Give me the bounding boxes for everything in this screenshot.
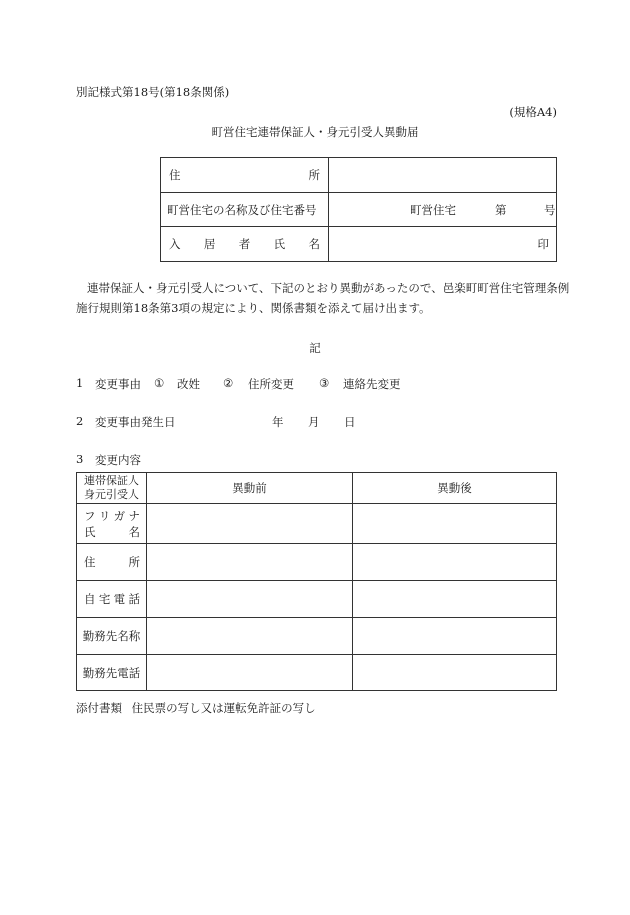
work-phone-label-cell bbox=[77, 655, 147, 691]
statement-paragraph: 連帯保証人・身元引受人について、下記のとおり異動があったので、邑楽町町営住宅管理条例施行規則第18条第3項の規定により、関係書類を添えて届け出ます。 bbox=[76, 281, 570, 315]
size-note: (規格A4) bbox=[509, 105, 557, 119]
date-label: 変更事由発生日 bbox=[95, 415, 176, 429]
resident-value-cell[interactable] bbox=[329, 227, 557, 262]
option-1-number[interactable]: ① bbox=[154, 376, 165, 390]
work-phone-after-cell[interactable] bbox=[353, 655, 557, 691]
content-label: 変更内容 bbox=[95, 453, 141, 467]
corner-header-line-2: 身元引受人 bbox=[84, 488, 139, 501]
address-label-char-2: 所 bbox=[308, 168, 320, 182]
year-label: 年 bbox=[272, 415, 284, 429]
before-header: 異動前 bbox=[232, 481, 267, 495]
home-phone-char-3: 電 bbox=[113, 592, 126, 606]
after-header-cell bbox=[353, 473, 557, 504]
option-1-text: 改姓 bbox=[177, 377, 200, 391]
resident-label-char-4: 氏 bbox=[273, 237, 286, 251]
address-row-label-cell bbox=[77, 544, 147, 581]
resident-label-cell bbox=[161, 227, 329, 262]
work-name-label: 勤務先名称 bbox=[82, 629, 141, 643]
address-label-cell bbox=[161, 158, 329, 193]
option-2-number[interactable]: ② bbox=[223, 376, 234, 390]
address-label-char-1: 住 bbox=[169, 168, 181, 182]
housing-label-cell bbox=[161, 193, 329, 227]
resident-label-char-3: 者 bbox=[238, 237, 251, 251]
before-header-cell bbox=[147, 473, 353, 504]
after-header: 異動後 bbox=[437, 481, 472, 495]
seal-mark: 印 bbox=[537, 237, 549, 251]
home-phone-char-1: 自 bbox=[84, 592, 96, 606]
address-row-char-1: 住 bbox=[84, 555, 96, 569]
furigana-char-4: ナ bbox=[128, 508, 140, 523]
housing-name-label: 町営住宅 bbox=[410, 202, 456, 217]
form-number: 別記様式第18号(第18条関係) bbox=[76, 85, 230, 99]
housing-value-cell[interactable] bbox=[329, 193, 557, 227]
work-name-after-cell[interactable] bbox=[353, 618, 557, 655]
ki-heading: 記 bbox=[309, 341, 321, 355]
address-value-cell[interactable] bbox=[329, 158, 557, 193]
info-table bbox=[160, 157, 557, 262]
home-phone-char-2: 宅 bbox=[98, 592, 111, 606]
option-3-text: 連絡先変更 bbox=[343, 377, 401, 391]
work-phone-label: 勤務先電話 bbox=[82, 665, 141, 680]
housing-dai-label: 第 bbox=[495, 202, 507, 217]
work-name-label-cell bbox=[77, 618, 147, 655]
resident-label-char-1: 入 bbox=[169, 237, 181, 251]
name-char-1: 氏 bbox=[84, 524, 96, 539]
date-number: 2 bbox=[76, 414, 84, 428]
address-row-char-2: 所 bbox=[128, 555, 140, 569]
option-2-text: 住所変更 bbox=[248, 377, 294, 391]
work-name-before-cell[interactable] bbox=[147, 618, 353, 655]
option-3-number[interactable]: ③ bbox=[319, 376, 330, 390]
furigana-char-1: フ bbox=[84, 508, 96, 523]
name-label-cell bbox=[77, 504, 147, 544]
address-after-cell[interactable] bbox=[353, 544, 557, 581]
resident-label-char-2: 居 bbox=[203, 237, 216, 251]
home-phone-before-cell[interactable] bbox=[147, 581, 353, 618]
name-char-2: 名 bbox=[128, 524, 140, 539]
address-before-cell[interactable] bbox=[147, 544, 353, 581]
reason-number: 1 bbox=[76, 376, 84, 390]
attachment-note: 添付書類 住民票の写し又は運転免許証の写し bbox=[76, 701, 316, 715]
home-phone-after-cell[interactable] bbox=[353, 581, 557, 618]
housing-label: 町営住宅の名称及び住宅番号 bbox=[167, 202, 317, 217]
housing-go-label: 号 bbox=[544, 202, 556, 217]
home-phone-char-4: 話 bbox=[128, 592, 140, 606]
furigana-char-2: リ bbox=[98, 508, 111, 523]
corner-header-line-1: 連帯保証人 bbox=[84, 474, 139, 487]
corner-header-cell bbox=[77, 473, 147, 504]
change-table bbox=[76, 472, 557, 691]
work-phone-before-cell[interactable] bbox=[147, 655, 353, 691]
name-after-cell[interactable] bbox=[353, 504, 557, 544]
resident-label-char-5: 名 bbox=[308, 237, 320, 251]
day-label: 日 bbox=[344, 415, 356, 429]
content-number: 3 bbox=[76, 452, 84, 466]
home-phone-label-cell bbox=[77, 581, 147, 618]
month-label: 月 bbox=[308, 415, 320, 429]
furigana-char-3: ガ bbox=[113, 508, 126, 523]
name-before-cell[interactable] bbox=[147, 504, 353, 544]
document-title: 町営住宅連帯保証人・身元引受人異動届 bbox=[211, 125, 419, 139]
reason-label: 変更事由 bbox=[95, 377, 141, 391]
